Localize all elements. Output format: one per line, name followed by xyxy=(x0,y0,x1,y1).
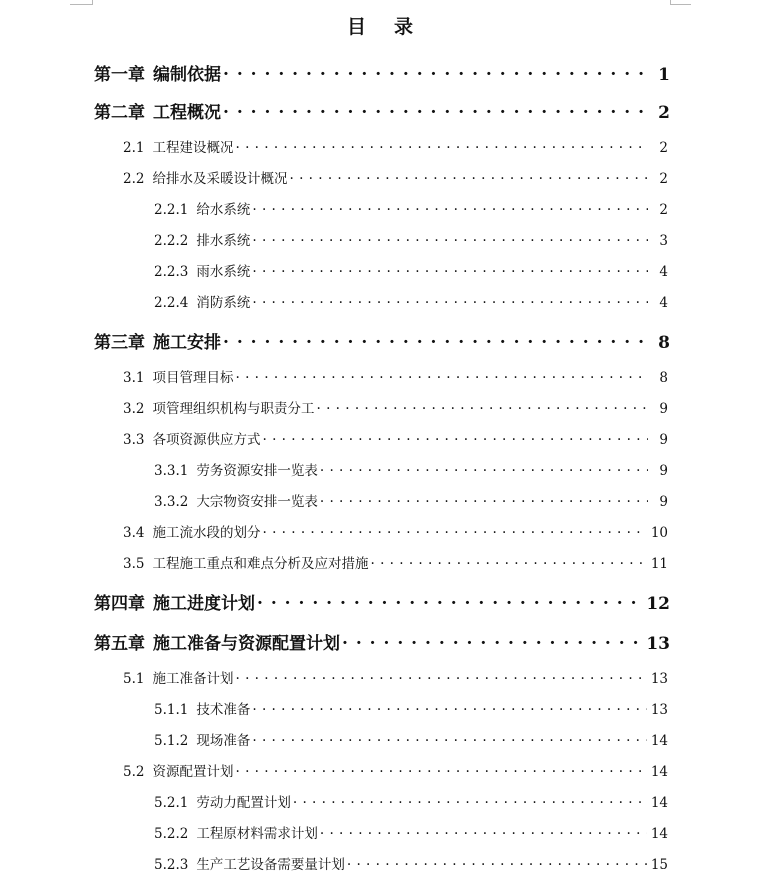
toc-entry-label xyxy=(154,198,250,218)
dot-leader xyxy=(316,400,648,414)
toc-entry-page-number: 1 xyxy=(658,65,670,84)
toc-entry-text: 劳动力配置计划 xyxy=(196,795,291,811)
toc-entry[interactable] xyxy=(123,428,668,448)
toc-entry-text: 资源配置计划 xyxy=(152,764,234,780)
toc-entry-page-number: 8 xyxy=(659,370,668,386)
dot-leader xyxy=(320,462,648,476)
toc-entry-number: 3.3.2 xyxy=(154,494,189,510)
toc-entry-text: 工程原材料需求计划 xyxy=(196,826,318,842)
toc-entry-label xyxy=(154,729,250,749)
toc-entry-page-number: 9 xyxy=(659,432,668,448)
toc-entry-label xyxy=(154,853,345,873)
toc-entry[interactable] xyxy=(123,136,668,156)
toc-entry-text: 技术准备 xyxy=(196,702,251,718)
toc-entry[interactable] xyxy=(154,198,668,218)
toc-entry[interactable] xyxy=(154,459,668,479)
toc-entry-page-number: 9 xyxy=(659,494,668,510)
dot-leader xyxy=(262,431,648,445)
toc-entry-page-number: 13 xyxy=(650,702,668,718)
toc-entry-label xyxy=(123,760,233,780)
toc-entry-number: 5.2.2 xyxy=(154,826,189,842)
toc-entry-text: 排水系统 xyxy=(196,233,251,249)
dot-leader xyxy=(370,555,646,569)
dot-leader xyxy=(293,794,647,808)
dot-leader xyxy=(289,170,648,184)
toc-entry[interactable] xyxy=(94,328,670,352)
toc-entry[interactable] xyxy=(154,291,668,311)
toc-entry-number: 2.1 xyxy=(123,140,145,156)
toc-entry-page-number: 10 xyxy=(650,525,668,541)
toc-entry-text: 工程施工重点和难点分析及应对措施 xyxy=(152,556,369,572)
toc-entry-label xyxy=(94,328,221,352)
toc-entry-text: 工程建设概况 xyxy=(152,140,234,156)
toc-entry-page-number: 13 xyxy=(650,671,668,687)
dot-leader xyxy=(320,825,647,839)
toc-entry-page-number: 11 xyxy=(650,556,668,572)
toc-entry-label xyxy=(94,60,221,84)
toc-title: 目录 xyxy=(346,16,441,38)
dot-leader xyxy=(252,232,648,246)
toc-entry-number: 5.1.2 xyxy=(154,733,189,749)
dot-leader xyxy=(342,632,642,649)
toc-entry-text: 项目管理目标 xyxy=(152,370,234,386)
toc-entry[interactable] xyxy=(123,552,668,572)
toc-entry-page-number: 2 xyxy=(659,140,668,156)
toc-entry-page-number: 2 xyxy=(658,103,670,122)
toc-entry-label xyxy=(94,98,221,122)
toc-entry-text: 雨水系统 xyxy=(196,264,251,280)
toc-entry-label xyxy=(123,136,233,156)
dot-leader xyxy=(320,493,648,507)
toc-entry-page-number: 4 xyxy=(659,264,668,280)
toc-entry-number: 3.4 xyxy=(123,525,145,541)
toc-entry-label xyxy=(94,589,255,613)
dot-leader xyxy=(223,63,648,80)
toc-entry[interactable] xyxy=(154,490,668,510)
toc-entry-label xyxy=(154,490,318,510)
toc-entry-number: 5.2.1 xyxy=(154,795,189,811)
toc-entry-page-number: 14 xyxy=(650,733,668,749)
toc-entry-number: 3.1 xyxy=(123,370,145,386)
toc-entry-label xyxy=(154,291,250,311)
toc-entry-number: 2.2.4 xyxy=(154,295,189,311)
toc-entry-label xyxy=(154,698,250,718)
dot-leader xyxy=(252,294,648,308)
toc-entry-text: 施工安排 xyxy=(153,333,221,352)
toc-entry-text: 消防系统 xyxy=(196,295,251,311)
toc-entry[interactable] xyxy=(154,791,668,811)
toc-entry-page-number: 9 xyxy=(659,463,668,479)
toc-entry-number: 5.2.3 xyxy=(154,857,189,873)
toc-entry-label xyxy=(154,459,318,479)
toc-entry-number: 3.3 xyxy=(123,432,145,448)
toc-entry-number: 第四章 xyxy=(94,594,145,613)
toc-entry-page-number: 14 xyxy=(650,826,668,842)
toc-entry-label xyxy=(123,167,287,187)
toc-entry[interactable] xyxy=(123,521,668,541)
toc-entry-text: 施工流水段的划分 xyxy=(152,525,261,541)
toc-entry-number: 第一章 xyxy=(94,65,145,84)
dot-leader xyxy=(252,701,646,715)
toc-entry-page-number: 3 xyxy=(659,233,668,249)
toc-entry-label xyxy=(123,667,233,687)
dot-leader xyxy=(235,369,648,383)
toc-entry-text: 项管理组织机构与职责分工 xyxy=(152,401,315,417)
page-corner-mark-right xyxy=(670,0,691,5)
toc-entry-number: 2.2 xyxy=(123,171,145,187)
toc-entry-number: 5.2 xyxy=(123,764,145,780)
toc-entry-page-number: 12 xyxy=(646,594,670,613)
toc-entry-number: 第三章 xyxy=(94,333,145,352)
toc-entry-text: 生产工艺设备需要量计划 xyxy=(196,857,345,873)
toc-entry-label xyxy=(123,428,260,448)
dot-leader xyxy=(235,670,646,684)
toc-entry-text: 给水系统 xyxy=(196,202,251,218)
toc-entry[interactable] xyxy=(94,629,670,653)
toc-entry-label xyxy=(154,229,250,249)
toc-entry-page-number: 8 xyxy=(658,333,670,352)
toc-entry-label xyxy=(154,822,318,842)
toc-entry[interactable] xyxy=(123,397,668,417)
toc-entry-page-number: 2 xyxy=(659,202,668,218)
toc-entry-number: 3.2 xyxy=(123,401,145,417)
toc-entry[interactable] xyxy=(154,229,668,249)
toc-entry[interactable] xyxy=(123,366,668,386)
dot-leader xyxy=(252,732,646,746)
toc-entry-text: 编制依据 xyxy=(153,65,221,84)
toc-entry-number: 2.2.1 xyxy=(154,202,189,218)
toc-entry-number: 2.2.2 xyxy=(154,233,189,249)
toc-entry[interactable] xyxy=(94,60,670,84)
dot-leader xyxy=(252,263,648,277)
toc-entry-number: 3.3.1 xyxy=(154,463,189,479)
toc-entry-number: 3.5 xyxy=(123,556,145,572)
toc-entry-label xyxy=(123,397,314,417)
toc-entry-label xyxy=(94,629,340,653)
toc-entry[interactable] xyxy=(123,667,668,687)
toc-entry-page-number: 15 xyxy=(650,857,668,873)
dot-leader xyxy=(252,201,648,215)
dot-leader xyxy=(223,101,648,118)
toc-entry-label xyxy=(154,791,291,811)
dot-leader xyxy=(235,763,646,777)
toc-entry-text: 施工准备与资源配置计划 xyxy=(153,634,340,653)
toc-entry-text: 给排水及采暖设计概况 xyxy=(152,171,288,187)
dot-leader xyxy=(235,139,648,153)
toc-entry-text: 施工准备计划 xyxy=(152,671,234,687)
toc-entry-text: 现场准备 xyxy=(196,733,251,749)
toc-entry-number: 第二章 xyxy=(94,103,145,122)
page-corner-mark-left xyxy=(70,0,93,5)
toc-entry-label xyxy=(123,521,260,541)
toc-entry-page-number: 13 xyxy=(646,634,670,653)
toc-entry-page-number: 4 xyxy=(659,295,668,311)
toc-entry-number: 5.1 xyxy=(123,671,145,687)
toc-entry-label xyxy=(123,366,233,386)
toc-entry-number: 5.1.1 xyxy=(154,702,189,718)
toc-entry-text: 大宗物资安排一览表 xyxy=(196,494,318,510)
toc-entry-label xyxy=(123,552,368,572)
dot-leader xyxy=(223,331,648,348)
toc-entry-page-number: 2 xyxy=(659,171,668,187)
toc-entry-text: 工程概况 xyxy=(153,103,221,122)
toc-entry-page-number: 14 xyxy=(650,795,668,811)
toc-entry-page-number: 9 xyxy=(659,401,668,417)
toc-entry[interactable] xyxy=(94,589,670,613)
toc-entry[interactable] xyxy=(154,853,668,873)
toc-entry[interactable] xyxy=(94,98,670,122)
toc-entry[interactable] xyxy=(123,167,668,187)
toc-entry-text: 各项资源供应方式 xyxy=(152,432,261,448)
toc-entry[interactable] xyxy=(154,822,668,842)
toc-entry-label xyxy=(154,260,250,280)
toc-entry-text: 施工进度计划 xyxy=(153,594,255,613)
toc-entry-number: 2.2.3 xyxy=(154,264,189,280)
toc-entry-page-number: 14 xyxy=(650,764,668,780)
toc-entry[interactable] xyxy=(154,260,668,280)
toc-entry[interactable] xyxy=(154,698,668,718)
toc-entry[interactable] xyxy=(154,729,668,749)
dot-leader xyxy=(262,524,646,538)
toc-entry-number: 第五章 xyxy=(94,634,145,653)
dot-leader xyxy=(347,856,647,870)
dot-leader xyxy=(257,592,642,609)
toc-entry[interactable] xyxy=(123,760,668,780)
toc-entry-text: 劳务资源安排一览表 xyxy=(196,463,318,479)
